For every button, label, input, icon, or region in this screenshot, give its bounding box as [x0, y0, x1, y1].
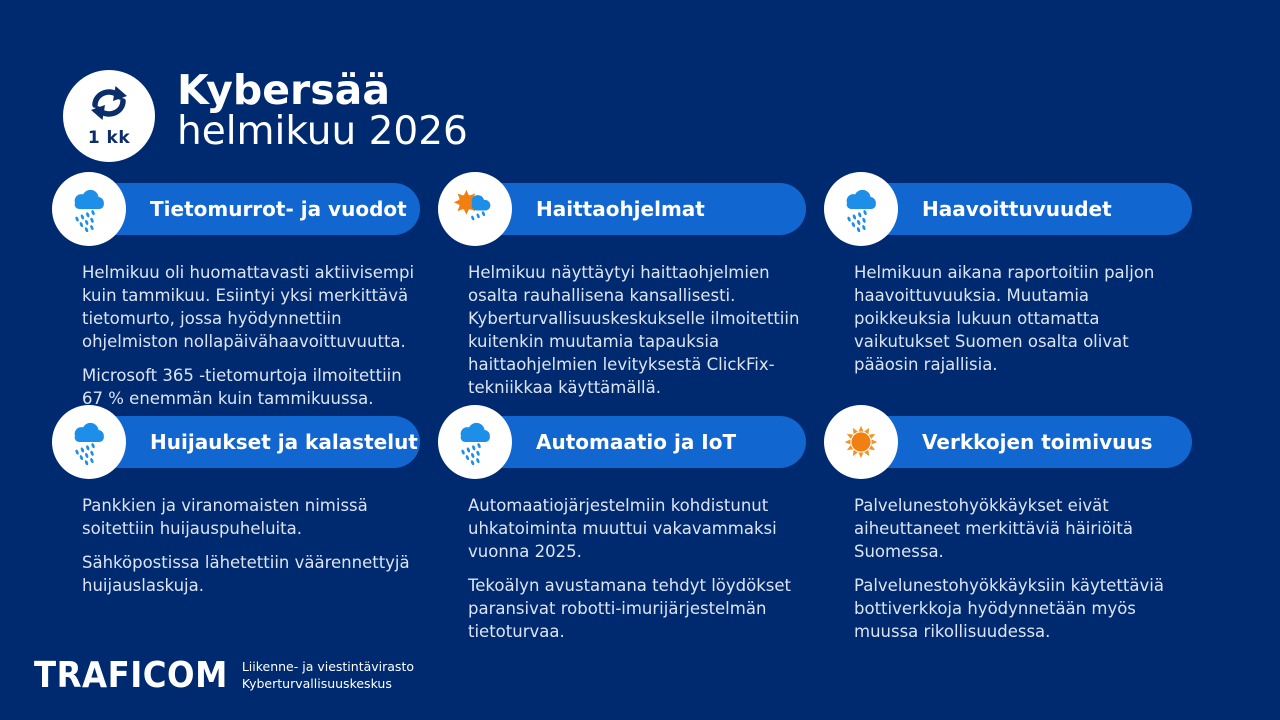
rain-cloud-icon	[52, 405, 126, 479]
card-body	[52, 246, 420, 411]
card-tietomurrot	[52, 172, 420, 409]
page-title: Kybersää	[177, 66, 390, 114]
card-paragraph: Palvelunestohyökkäykset eivät aiheuttaneet merkittäviä häiriöitä Suomessa.	[854, 496, 1133, 562]
card-header	[52, 405, 420, 479]
card-title: Huijaukset ja kalastelut	[150, 430, 418, 454]
card-title: Tietomurrot- ja vuodot	[150, 197, 407, 221]
rain-cloud-icon	[438, 405, 512, 479]
page-subtitle: helmikuu 2026	[177, 109, 468, 155]
card-body	[438, 479, 806, 644]
kybersaa-logo	[63, 70, 155, 162]
footer-org-line1: Liikenne- ja viestintävirasto	[241, 658, 414, 674]
card-paragraph: Helmikuu oli huomattavasti aktiivisempi kuin tammikuu. Esiintyi yksi merkittävä tietomurto, jossa hyödynnettiin ohjelmiston nollapäivähaavoittuvuutta.	[82, 263, 415, 352]
card-body	[824, 246, 1192, 376]
card-title: Haavoittuvuudet	[922, 197, 1112, 221]
card-paragraph: Helmikuu näyttäytyi haittaohjelmien osalta rauhallisena kansallisesti. Kyberturvallisuuskeskukselle ilmoitettiin kuitenkin muutamia tapauksia haittaohjelmien levityksestä ClickFix-tekniikkaa käyttämällä.	[468, 263, 800, 398]
card-header	[52, 172, 420, 246]
refresh-cycle-icon	[84, 84, 134, 130]
page-header	[63, 66, 468, 162]
card-huijaukset	[52, 405, 420, 638]
card-body	[438, 246, 806, 400]
card-header	[824, 172, 1192, 246]
card-paragraph: Microsoft 365 -tietomurtoja ilmoitettiin 67 % enemmän kuin tammikuussa.	[82, 366, 402, 409]
card-verkkojen-toimivuus	[824, 405, 1192, 642]
card-title: Haittaohjelmat	[536, 197, 705, 221]
card-paragraph: Sähköpostissa lähetettiin väärennettyjä huijauslaskuja.	[82, 553, 410, 596]
rain-cloud-icon	[824, 172, 898, 246]
card-body	[824, 479, 1192, 644]
logo-period-badge: 1 kk	[87, 128, 131, 148]
footer	[34, 655, 414, 696]
card-header	[824, 405, 1192, 479]
sun-icon	[824, 405, 898, 479]
card-title: Automaatio ja IoT	[536, 430, 737, 454]
card-body	[52, 479, 420, 597]
card-paragraph: Tekoälyn avustamana tehdyt löydökset paransivat robotti-imurijärjestelmän tietoturvaa.	[468, 576, 791, 642]
footer-org-line2: Kyberturvallisuuskeskus	[241, 675, 392, 691]
card-haittaohjelmat	[438, 172, 806, 405]
rain-cloud-icon	[52, 172, 126, 246]
card-paragraph: Helmikuun aikana raportoitiin paljon haavoittuvuuksia. Muutamia poikkeuksia lukuun ottamatta vaikutukset Suomen osalta olivat pääosin rajallisia.	[854, 263, 1155, 375]
card-haavoittuvuudet	[824, 172, 1192, 405]
card-header	[438, 405, 806, 479]
traficom-logo: TRAFICOM	[34, 655, 228, 696]
card-paragraph: Pankkien ja viranomaisten nimissä soitettiin huijauspuheluita.	[82, 496, 368, 539]
card-paragraph: Automaatiojärjestelmiin kohdistunut uhkatoiminta muuttui vakavammaksi vuonna 2025.	[468, 496, 777, 562]
title-block	[177, 66, 468, 155]
card-automaatio	[438, 405, 806, 642]
card-header	[438, 172, 806, 246]
card-title: Verkkojen toimivuus	[922, 430, 1153, 454]
sun-behind-rain-cloud-icon	[438, 172, 512, 246]
card-paragraph: Palvelunestohyökkäyksiin käytettäviä bottiverkkoja hyödynnetään myös muussa rikollisuudessa.	[854, 576, 1164, 642]
footer-organization	[242, 659, 414, 693]
cards-grid	[52, 172, 1192, 642]
